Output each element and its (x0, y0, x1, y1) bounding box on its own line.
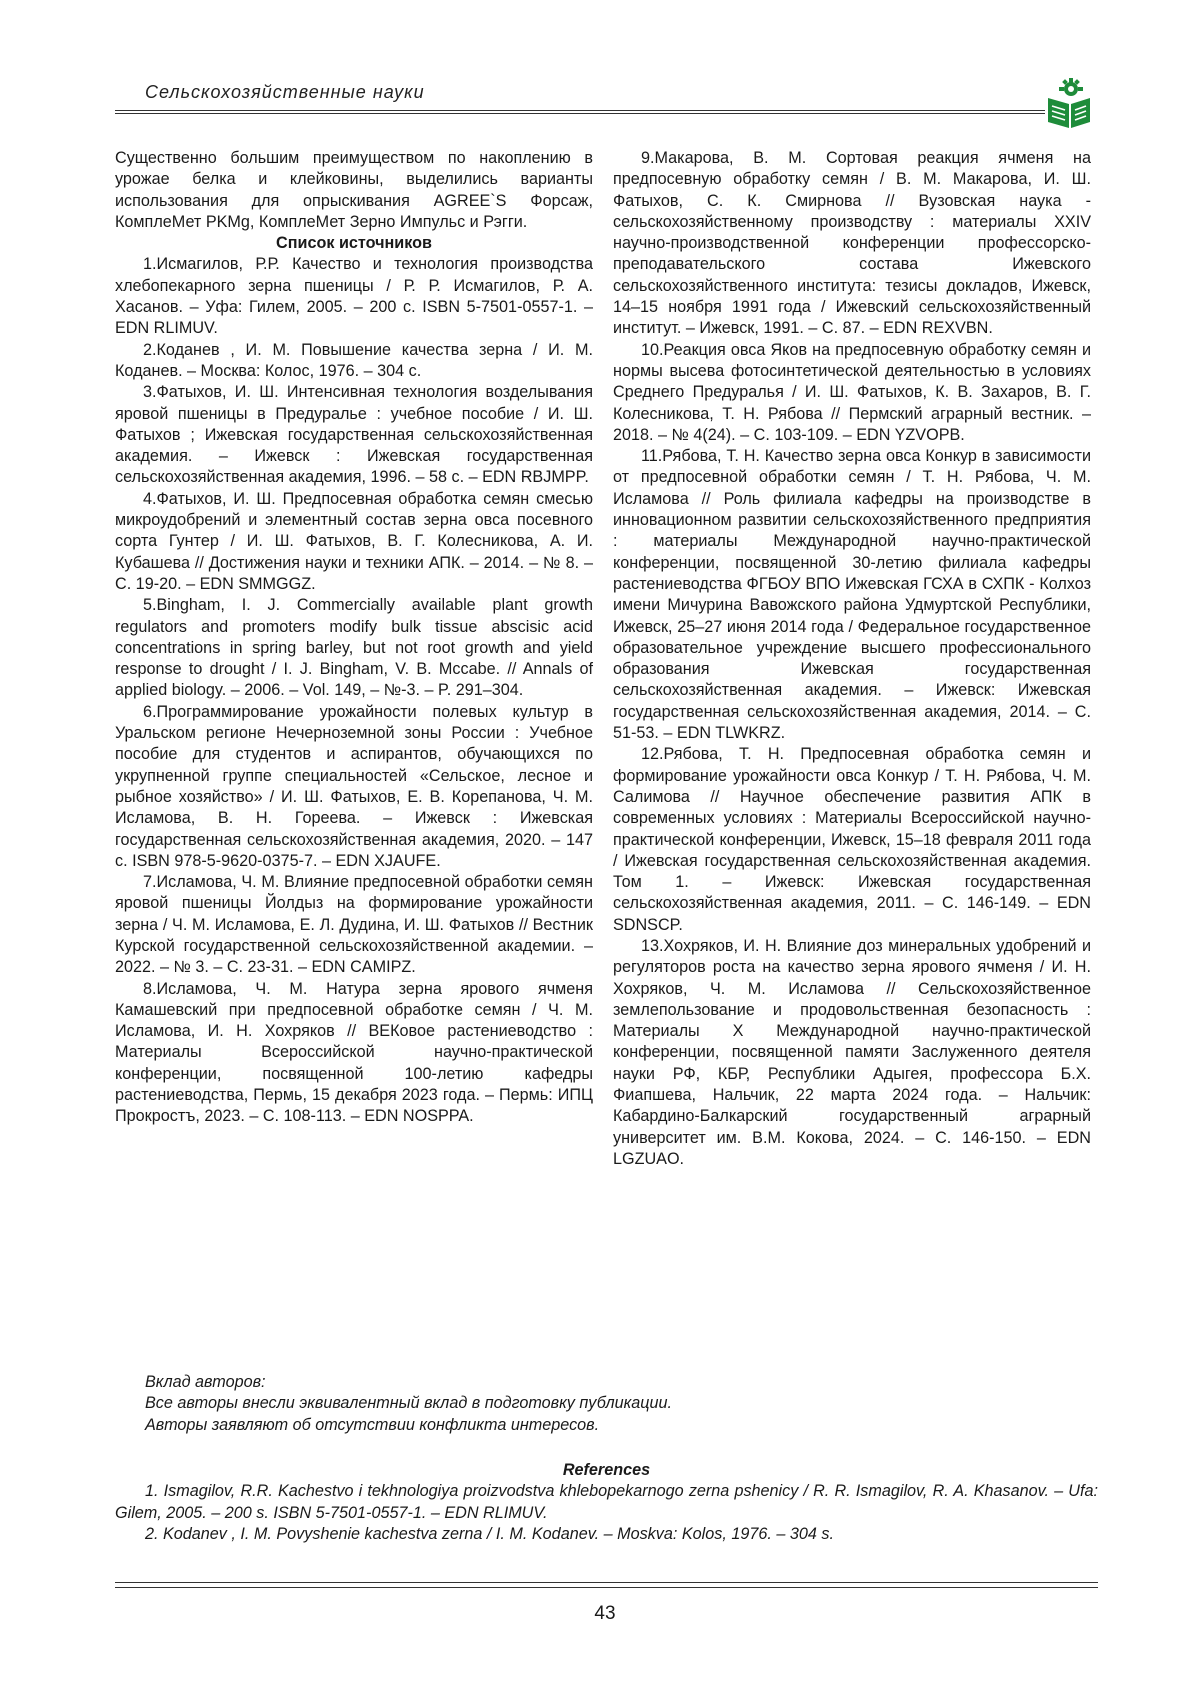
reference-item: 1. Ismagilov, R.R. Kachestvo i tekhnologiya proizvodstva khlebopekarnogo zerna pshenicy / R. R. Ismagilov, R. A. Khasanov. – Ufa: Gilem, 2005. – 200 s. ISBN 5-7501-0557-1. – EDN RLIMUV. (115, 1482, 1098, 1522)
references-section (115, 1460, 1098, 1545)
footer-rule-bottom (115, 1587, 1098, 1588)
contributions-statement: Все авторы внесли эквивалентный вклад в подготовку публикации. (145, 1394, 673, 1413)
book-gear-logo-icon (1045, 78, 1093, 130)
source-item: 11.Рябова, Т. Н. Качество зерна овса Конкур в зависимости от предпосевной обработки семян / Т. Н. Рябова, Ч. М. Исламова // Роль филиала кафедры на производстве в инновационном развитии сельскохозяйственного предприятия : материалы Международной научно-практической конференции, посвященной 30-летию филиала кафедры растениеводства ФГБОУ ВПО Ижевская ГСХА в СХПК - Колхоз имени Мичурина Вавожского района Удмуртской Республики, Ижевск, 25–27 июня 2014 года / Федеральное государственное образовательное учреждение высшего профессионального образования Ижевская государственная сельскохозяйственная академия. – Ижевск: Ижевская государственная сельскохозяйственная академия, 2014. – С. 51-53. – EDN TLWKRZ. (613, 447, 1091, 743)
author-contributions (145, 1372, 1045, 1436)
references-title: References (562, 1461, 651, 1479)
source-item: 10.Реакция овса Яков на предпосевную обработку семян и нормы высева фотосинтетической деятельностью в условиях Среднего Предуралья / И. Ш. Фатыхов, К. В. Захаров, В. Г. Колесникова, Т. Н. Рябова // Пермский аграрный вестник. – 2018. – № 4(24). – С. 103-109. – EDN YZVOPB. (613, 340, 1091, 444)
source-item: 2.Коданев , И. М. Повышение качества зерна / И. М. Коданев. – Москва: Колос, 1976. – 304 с. (115, 340, 593, 380)
source-item: 1.Исмагилов, Р.Р. Качество и технология производства хлебопекарного зерна пшеницы / Р. Р. Исмагилов, Р. А. Хасанов. – Уфа: Гилем, 2005. – 200 с. ISBN 5-7501-0557-1. – EDN RLIMUV. (115, 255, 593, 338)
conflict-of-interest-statement: Авторы заявляют об отсутствии конфликта интересов. (145, 1415, 600, 1434)
source-item: 6.Программирование урожайности полевых культур в Уральском регионе Нечерноземной зоны России : Учебное пособие для студентов и аспирантов, обучающихся по укрупненной группе специальностей «Сельское, лесное и рыбное хозяйство» / И. Ш. Фатыхов, Е. В. Корепанова, Ч. М. Исламова, В. Н. Гореева. – Ижевск : Ижевская государственная сельскохозяйственная академия, 2020. – 147 с. ISBN 978-5-9620-0375-7. – EDN XJAUFE. (115, 702, 593, 870)
left-column (115, 148, 593, 1128)
source-item: 7.Исламова, Ч. М. Влияние предпосевной обработки семян яровой пшеницы Йолдыз на формирование урожайности зерна / Ч. М. Исламова, Е. Л. Дудина, И. Ш. Фатыхов // Вестник Курской государственной сельскохозяйственной академии. – 2022. – № 3. – С. 23-31. – EDN CAMIPZ. (115, 873, 593, 977)
intro-paragraph: Существенно большим преимуществом по накоплению в урожае белка и клейковины, выделились варианты использования для опрыскивания AGREE`S Форсаж, КомплеМет PKMg, КомплеМет Зерно Импульс и Рэгги. (115, 149, 593, 231)
reference-item: 2. Kodanev , I. M. Povyshenie kachestva zerna / I. M. Kodanev. – Moskva: Kolos, 1976. – 304 s. (145, 1524, 834, 1543)
header-rule-top (115, 110, 1045, 111)
source-item: 9.Макарова, В. М. Сортовая реакция ячменя на предпосевную обработку семян / В. М. Макарова, И. Ш. Фатыхов, С. К. Смирнова // Вузовская наука - сельскохозяйственному производству : материалы XXIV научно-производственной конференции профессорско-преподавательского состава Ижевского сельскохозяйственного института: тезисы докладов, Ижевск, 14–15 ноября 1991 года / Ижевский сельскохозяйственный институт. – Ижевск, 1991. – С. 87. – EDN REXVBN. (613, 149, 1091, 338)
footer-rule-top (115, 1582, 1098, 1583)
page-number: 43 (594, 1603, 616, 1624)
source-item: 4.Фатыхов, И. Ш. Предпосевная обработка семян смесью микроудобрений и элементный состав зерна овса посевного сорта Гунтер / И. Ш. Фатыхов, В. Г. Колесникова, А. И. Кубашева // Достижения науки и техники АПК. – 2014. – № 8. – С. 19-20. – EDN SMMGGZ. (115, 489, 593, 593)
header-rule-bottom (115, 113, 1045, 114)
source-item: 12.Рябова, Т. Н. Предпосевная обработка семян и формирование урожайности овса Конкур / Т. Н. Рябова, Ч. М. Салимова // Научное обеспечение развития АПК в современных условиях : Материалы Всероссийской научно-практической конференции, Ижевск, 15–18 февраля 2011 года / Ижевская государственная сельскохозяйственная академия. Том 1. – Ижевск: Ижевская государственная сельскохозяйственная академия, 2011. – С. 146-149. – EDN SDNSCP. (613, 745, 1091, 934)
source-item: 13.Хохряков, И. Н. Влияние доз минеральных удобрений и регуляторов роста на качество зерна ярового ячменя / И. Н. Хохряков, Ч. М. Исламова // Сельскохозяйственное землепользование и продовольственная безопасность : Материалы X Международной научно-практической конференции, посвященной памяти Заслуженного деятеля науки РФ, КБР, Республики Адыгея, профессора Б.Х. Фиапшева, Нальчик, 22 марта 2024 года. – Нальчик: Кабардино-Балкарский государственный аграрный университет им. В.М. Кокова, 2024. – С. 146-150. – EDN LGZUAO. (613, 936, 1091, 1168)
sources-heading: Список источников (276, 234, 432, 253)
source-item: 8.Исламова, Ч. М. Натура зерна ярового ячменя Камашевский при предпосевной обработке семян / Ч. М. Исламова, И. Н. Хохряков // ВЕКовое растениеводство : Материалы Всероссийской научно-практической конференции, посвященной 100-летию кафедры растениеводства, Пермь, 15 декабря 2023 года. – Пермь: ИПЦ Прокростъ, 2023. – С. 108-113. – EDN NOSPPA. (115, 979, 593, 1126)
source-item: 5.Bingham, I. J. Commercially available plant growth regulators and promoters modify bulk tissue abscisic acid concentrations in spring barley, but not root growth and yield response to drought / I. J. Bingham, V. B. Mccabe. // Annals of applied biology. – 2006. – Vol. 149, – №-3. – P. 291–304. (115, 596, 593, 700)
right-column (613, 148, 1091, 1170)
source-item: 3.Фатыхов, И. Ш. Интенсивная технология возделывания яровой пшеницы в Предуралье : учебное пособие / И. Ш. Фатыхов ; Ижевская государственная сельскохозяйственная академия. – Ижевск : Ижевская государственная сельскохозяйственная академия, 1996. – 58 с. – EDN RBJMPP. (115, 383, 593, 487)
running-head: Сельскохозяйственные науки (145, 82, 425, 102)
contributions-title: Вклад авторов: (145, 1373, 266, 1391)
